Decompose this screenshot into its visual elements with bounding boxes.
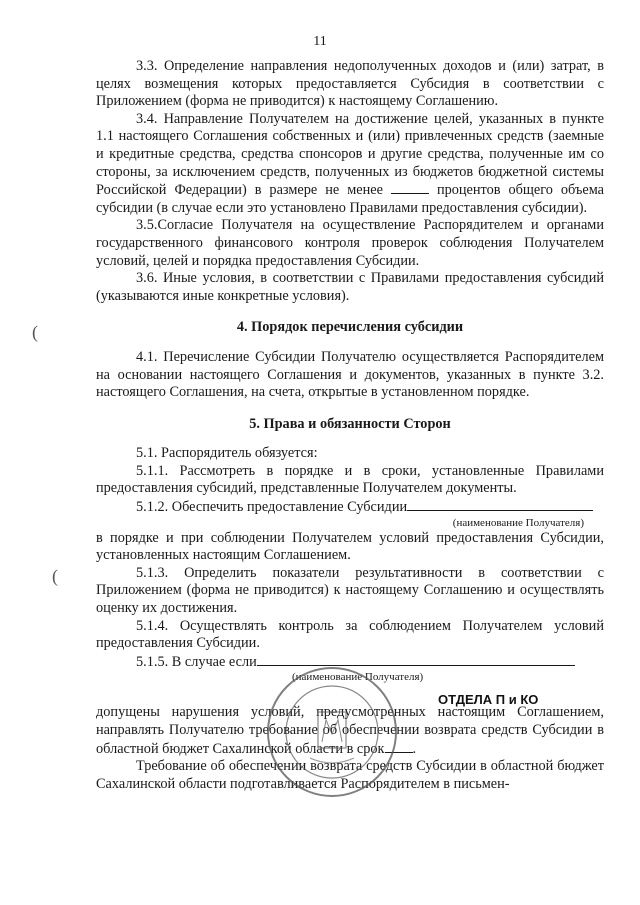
paragraph-5-1-6: Требование об обеспечении возврата средств Субсидии в областной бюджет Сахалинской области подготавливается Распорядителем в письмен- — [96, 758, 604, 792]
paragraph-3-4-text: 3.4. Направление Получателем на достижение целей, указанных в пункте 1.1 настоящего Соглашения собственных и (или) привлеченных средств (заемные и кредитные средства, средства спонсоров и другие средства, полученные им со стороны, за исключением средств, полученных из бюджетов бюджетной системы Российской Федерации) в размере не менее — [96, 110, 604, 199]
paragraph-5-1-5-continued: допущены нарушения условий, предусмотренных настоящим Соглашением, направлять Получателю требование об обеспечении возврата средств Субсидии в областной бюджет Сахалинской области в срок . — [96, 704, 604, 757]
paragraph-3-4 — [96, 111, 604, 218]
paragraph-5-1-1: 5.1.1. Рассмотреть в порядке и в сроки, установленные Правилами предоставления субсидий, представленные Получателем документы. — [96, 462, 604, 497]
paragraph-4-1: 4.1. Перечисление Субсидии Получателю осуществляется Распорядителем на основании настоящего Соглашения и документов, указанных в пункте 3.2. настоящего Соглашения, на счета, открытые в установленном порядке. — [96, 348, 604, 401]
recipient-name-caption: (наименование Получателя) — [452, 516, 584, 529]
page-number: 11 — [313, 34, 327, 49]
paragraph-5-1-2-continued: в порядке и при соблюдении Получателем условий предоставления Субсидии, установленных настоящим Соглашением. — [96, 529, 604, 564]
margin-mark: ( — [32, 322, 38, 342]
paragraph-5-1-3: 5.1.3. Определить показатели результативности в соответствии с Приложением (форма не приводится) к настоящему Соглашению и осуществлять оценку их достижения. — [96, 564, 604, 617]
section-4-heading: 4. Порядок перечисления субсидии — [236, 319, 464, 336]
paragraph-5-1-4: 5.1.4. Осуществлять контроль за соблюдением Получателем условий предоставления Субсидии. — [96, 617, 604, 652]
blank-line — [391, 181, 429, 194]
paragraph-3-6: 3.6. Иные условия, в соответствии с Правилами предоставления субсидий (указываются иные конкретные условия). — [96, 270, 604, 304]
paragraph-5-1-2-text: 5.1.2. Обеспечить предоставление Субсидии — [136, 499, 408, 516]
paragraph-3-4-text-end: процентов общего объема субсидии (в случае если это установлено Правилами предоставления субсидии). — [96, 182, 604, 216]
paragraph-5-1-5-continued-text: допущены нарушения условий, предусмотренных настоящим Соглашением, направлять Получателю требование об обеспечении возврата средств Субсидии в областной бюджет Сахалинской области в срок — [96, 704, 604, 757]
department-stamp: ОТДЕЛА П и КО — [438, 692, 539, 707]
paragraph-5-1-5-text: 5.1.5. В случае если — [136, 653, 257, 670]
paragraph-5-1-2 — [96, 498, 604, 517]
recipient-name-caption-2: (наименование Получателя) — [292, 671, 424, 684]
paragraph-3-5: 3.5.Согласие Получателя на осуществление Распорядителем и органами государственного финансового контроля проверок соблюдения Получателем условий, целей и порядка предоставления Субсидии. — [96, 217, 604, 269]
official-seal — [262, 662, 402, 802]
margin-mark: ( — [52, 566, 58, 586]
paragraph-5-1: 5.1. Распорядитель обязуется: — [136, 445, 318, 462]
blank-line — [407, 498, 593, 511]
paragraph-3-3: 3.3. Определение направления недополученных доходов и (или) затрат, в целях возмещения которых предоставляется Субсидия в соответствии с Приложением (форма не приводится) к настоящему Соглашению. — [96, 58, 604, 110]
section-5-heading: 5. Права и обязанности Сторон — [249, 415, 451, 432]
